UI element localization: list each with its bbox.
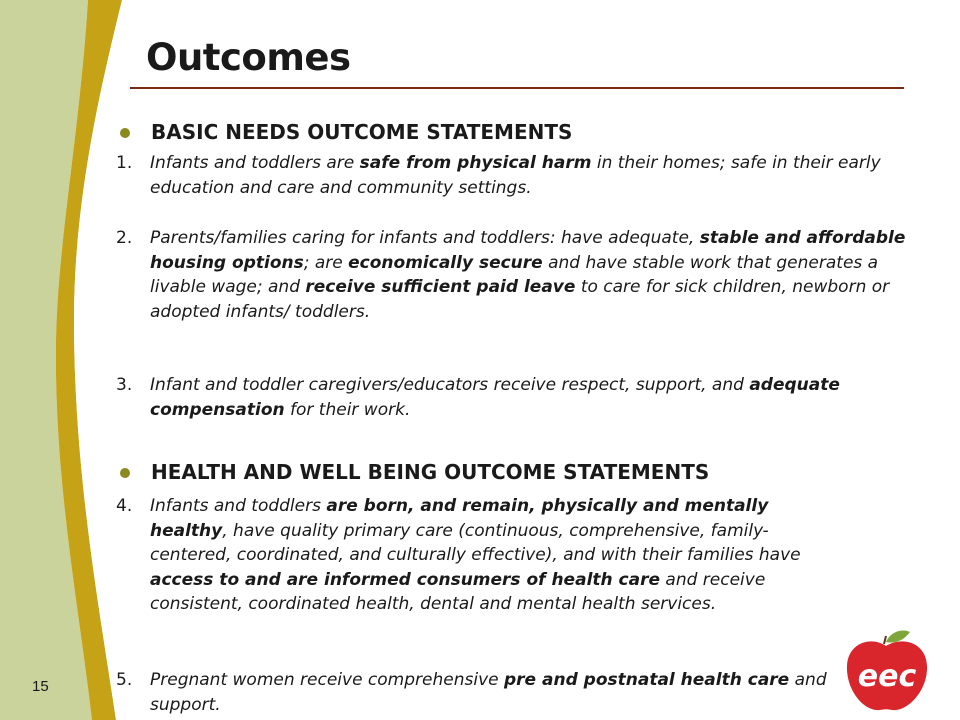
item-text — [150, 496, 801, 614]
outcome-item-4 — [116, 494, 830, 617]
section-bullet-icon — [120, 468, 130, 478]
body-text: and support. — [150, 670, 827, 715]
logo-text: eec — [857, 659, 917, 694]
body-text: and have stable work that generates a livable wage; and — [150, 252, 879, 297]
body-text: , have quality primary care (continuous, comprehensive, family-centered, coordinated, and culturally effective), and with their families have — [150, 520, 801, 565]
body-text: to care for sick children, newborn or adopted infants/ toddlers. — [150, 277, 890, 322]
body-text: ; are — [303, 252, 349, 273]
apple-leaf — [886, 630, 910, 642]
body-text: Infants and toddlers — [150, 496, 327, 516]
emphasis-text: stable and affordable housing options — [150, 228, 906, 273]
eec-apple-logo-icon — [842, 628, 932, 714]
body-text: Pregnant women receive comprehensive — [150, 670, 504, 690]
emphasis-text: pre and postnatal health care — [504, 670, 790, 690]
section-heading-basic-needs: BASIC NEEDS OUTCOME STATEMENTS — [151, 120, 573, 144]
body-text: for their work. — [284, 399, 411, 420]
item-number: 4. — [116, 496, 133, 516]
outcome-item-5 — [116, 668, 830, 717]
item-text — [150, 670, 827, 715]
section-bullet-icon — [120, 128, 130, 138]
body-text: in their homes; safe in their early education and care and community settings. — [150, 153, 881, 198]
item-text — [150, 153, 881, 198]
emphasis-text: adequate compensation — [150, 375, 840, 420]
page-number: 15 — [32, 678, 49, 695]
outcome-item-1 — [116, 151, 910, 200]
body-text: Parents/families caring for infants and toddlers: have adequate, — [150, 228, 700, 248]
section-heading-health: HEALTH AND WELL BEING OUTCOME STATEMENTS — [151, 460, 710, 484]
item-number: 1. — [116, 153, 133, 173]
emphasis-text: are born, and remain, physically and mentally healthy — [150, 496, 769, 541]
slide-title: Outcomes — [146, 36, 351, 79]
emphasis-text: access to and are informed consumers of health care — [150, 569, 660, 590]
emphasis-text: safe from physical harm — [359, 153, 592, 173]
item-number: 5. — [116, 670, 133, 690]
outcome-item-3 — [116, 373, 910, 422]
item-number: 3. — [116, 375, 133, 395]
emphasis-text: economically secure — [348, 252, 543, 273]
outcome-item-2 — [116, 226, 910, 324]
item-text — [150, 228, 905, 322]
item-text — [150, 375, 840, 420]
body-text: Infant and toddler caregivers/educators receive respect, support, and — [150, 375, 750, 395]
body-text: Infants and toddlers are — [150, 153, 360, 173]
body-text: and receive consistent, coordinated health, dental and mental health services. — [150, 569, 766, 614]
apple-stem — [884, 636, 886, 644]
item-number: 2. — [116, 228, 133, 248]
emphasis-text: receive sufficient paid leave — [305, 277, 576, 297]
title-underline — [130, 87, 904, 89]
